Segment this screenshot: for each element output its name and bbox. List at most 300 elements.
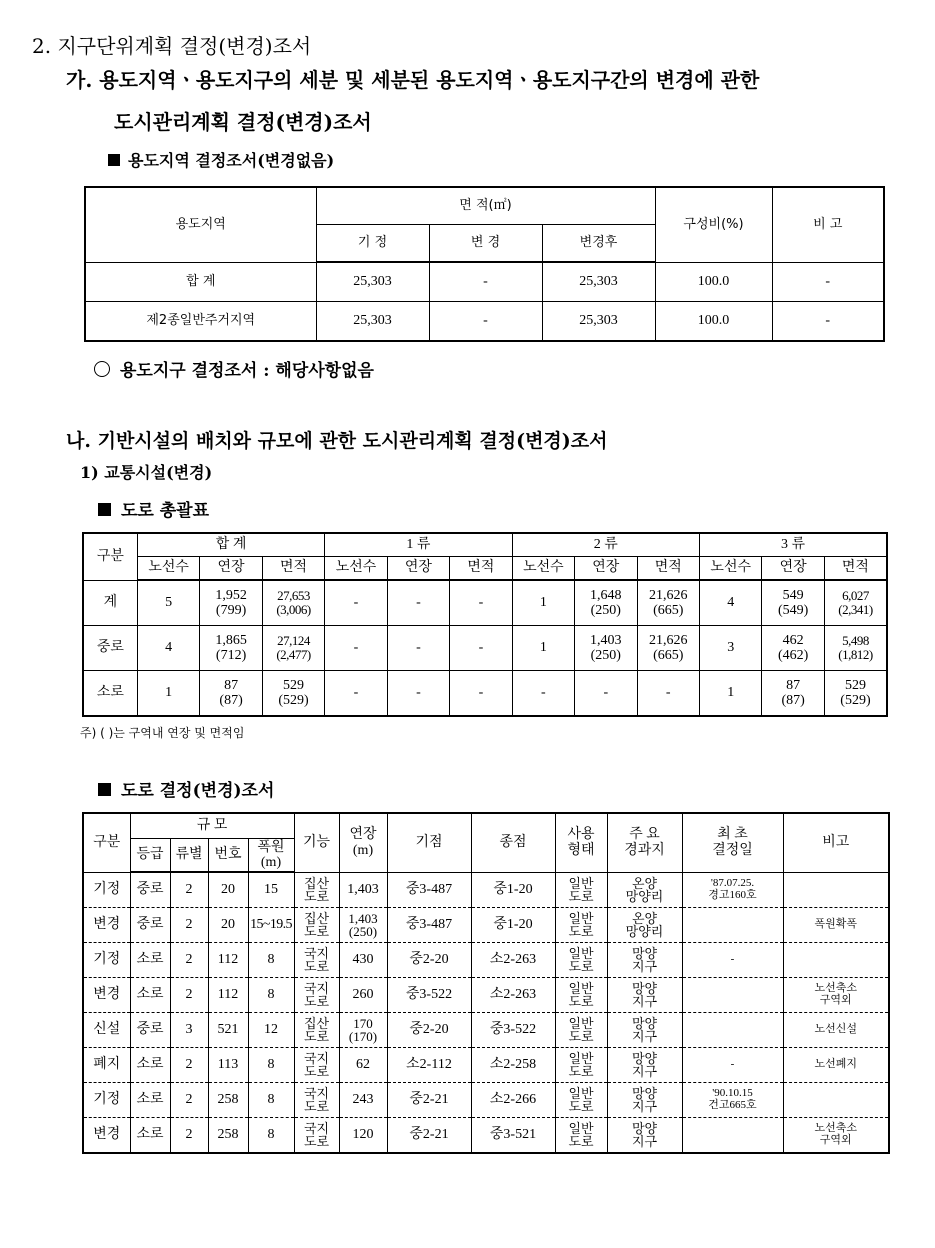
table-cell (512, 671, 574, 717)
cell-line: 4 (727, 595, 735, 611)
cell-line: - (478, 640, 484, 656)
cell-line: 국지 (303, 981, 330, 996)
table-cell (575, 626, 637, 671)
cell-division: 기정 (83, 943, 130, 978)
road-summary-heading (98, 496, 209, 521)
cell-length (339, 943, 387, 978)
cell-line: 4 (165, 640, 173, 656)
cell-line: 27,124 (277, 632, 310, 648)
table-cell (137, 671, 199, 717)
cell-line: 지구 (631, 1029, 658, 1044)
cell-start: 소2-112 (387, 1048, 471, 1083)
subsection-1: 1) 교통시설(변경) (80, 463, 213, 482)
cell-line: 노선축소 (814, 982, 857, 995)
cell-line: 국지 (303, 1086, 330, 1101)
cell-line: 1,952 (215, 587, 247, 603)
cell-line: 243 (352, 1092, 374, 1108)
table-cell: 제2종일반주거지역 (85, 302, 316, 342)
cell-function (294, 1048, 339, 1083)
header-usage (555, 813, 607, 872)
cell-number: 112 (208, 943, 248, 978)
row-label: 소로 (83, 671, 137, 717)
cell-division: 기정 (83, 872, 130, 908)
cell-end: 중1-20 (471, 908, 555, 943)
cell-width: 15~19.5 (248, 908, 294, 943)
table-cell (699, 671, 761, 717)
cell-line: - (603, 685, 609, 701)
cell-line: 5,498 (842, 632, 869, 648)
cell-line: 일반 (568, 1016, 594, 1031)
cell-line: (170) (348, 1029, 378, 1044)
subsection-ga-line1: 가. 용도지역ㆍ용도지구의 세분 및 세분된 용도지역ㆍ용도지구간의 변경에 관한 (66, 68, 760, 92)
header-length-unit: (m) (352, 842, 374, 858)
cell-number: 258 (208, 1118, 248, 1154)
cell-division: 변경 (83, 978, 130, 1013)
cell-line: 도로 (303, 924, 330, 939)
cell-remark (783, 908, 889, 943)
cell-line: 도로 (568, 959, 594, 974)
cell-line: 도로 (568, 888, 594, 904)
table-cell (512, 580, 574, 626)
cell-via (607, 1118, 682, 1154)
cell-line: (87) (781, 693, 805, 708)
cell-number: 521 (208, 1013, 248, 1048)
cell-class: 2 (170, 978, 208, 1013)
cell-division: 신설 (83, 1013, 130, 1048)
cell-length (339, 1083, 387, 1118)
cell-line: 도로 (303, 959, 330, 974)
cell-line: (712) (215, 648, 247, 663)
cell-first-date (682, 943, 783, 978)
table-cell (450, 580, 512, 626)
cell-line: 망양 (631, 1086, 658, 1101)
table-row (83, 978, 889, 1013)
cell-start: 중2-20 (387, 1013, 471, 1048)
cell-division: 기정 (83, 1083, 130, 1118)
cell-via (607, 943, 682, 978)
cell-usage (555, 1013, 607, 1048)
cell-line: 27,653 (277, 587, 310, 603)
cell-line: 도로 (303, 1064, 330, 1079)
cell-first-date (682, 908, 783, 943)
cell-line: (799) (215, 603, 247, 618)
cell-line: 260 (352, 987, 374, 1003)
cell-usage (555, 1083, 607, 1118)
cell-line: 국지 (303, 1121, 330, 1136)
cell-length (339, 1118, 387, 1154)
cell-line: 62 (356, 1057, 370, 1073)
cell-via (607, 872, 682, 908)
header-date-line2: 결정일 (712, 842, 753, 858)
cell-start: 중2-20 (387, 943, 471, 978)
table-row (83, 908, 889, 943)
header-area: 면적 (262, 557, 324, 581)
cell-start: 중2-21 (387, 1083, 471, 1118)
table-cell (762, 626, 824, 671)
cell-grade: 소로 (130, 978, 170, 1013)
cell-class: 2 (170, 1048, 208, 1083)
cell-line: 21,626 (649, 587, 688, 603)
cell-line: 집산 (303, 875, 330, 891)
table-cell (637, 671, 699, 717)
cell-line: 도로 (303, 1029, 330, 1044)
cell-end: 소2-266 (471, 1083, 555, 1118)
table-cell: - (772, 262, 884, 302)
header-length: 연장 (575, 557, 637, 581)
table-cell (262, 671, 324, 717)
cell-line: '90.10.15 (712, 1087, 753, 1100)
cell-line: 구역외 (819, 994, 852, 1006)
table-cell (450, 626, 512, 671)
cell-line: 529 (283, 677, 305, 693)
cell-width: 8 (248, 1118, 294, 1154)
cell-line: 노선폐지 (814, 1058, 857, 1071)
header-class3: 3 류 (699, 533, 887, 557)
road-summary-title: 도로 총괄표 (121, 501, 210, 521)
cell-grade: 중로 (130, 872, 170, 908)
cell-line: 국지 (303, 1051, 330, 1066)
cell-grade: 소로 (130, 1048, 170, 1083)
cell-end: 중1-20 (471, 872, 555, 908)
square-bullet-icon (108, 154, 120, 166)
cell-line: - (730, 953, 735, 966)
cell-usage (555, 872, 607, 908)
cell-width: 15 (248, 872, 294, 908)
table-cell (699, 580, 761, 626)
cell-line: 1,648 (590, 587, 622, 603)
cell-remark (783, 978, 889, 1013)
cell-end: 중3-522 (471, 1013, 555, 1048)
header-first-date (682, 813, 783, 872)
table-row (83, 1048, 889, 1083)
cell-class: 2 (170, 1083, 208, 1118)
header-change: 변 경 (429, 225, 542, 263)
cell-function (294, 943, 339, 978)
table-cell (824, 671, 887, 717)
table-cell (387, 580, 449, 626)
cell-line: 망양 (631, 981, 658, 996)
cell-line: 도로 (568, 1029, 594, 1044)
cell-grade: 소로 (130, 1083, 170, 1118)
cell-line: 462 (782, 632, 804, 648)
cell-line: (1,812) (838, 647, 873, 662)
cell-line: 망양 (631, 1051, 658, 1066)
cell-grade: 소로 (130, 943, 170, 978)
header-function: 기능 (294, 813, 339, 872)
cell-line: 경고160호 (708, 888, 757, 901)
cell-line: (665) (653, 648, 684, 663)
table-cell: 25,303 (542, 262, 655, 302)
zone-table-heading (108, 148, 334, 171)
cell-division: 변경 (83, 908, 130, 943)
cell-class: 2 (170, 1118, 208, 1154)
table-cell: 합 계 (85, 262, 316, 302)
table-cell (387, 671, 449, 717)
cell-line: 지구 (631, 1099, 658, 1114)
header-remark: 비고 (783, 813, 889, 872)
header-usage-line1: 사용 (567, 827, 595, 843)
table-row (85, 262, 884, 302)
cell-line: 430 (352, 952, 374, 968)
cell-grade: 소로 (130, 1118, 170, 1154)
header-area: 면적 (637, 557, 699, 581)
cell-line: 1 (727, 685, 735, 701)
table-cell (325, 580, 387, 626)
zone-decision-table (84, 186, 885, 342)
cell-line: 1,865 (215, 632, 247, 648)
cell-length (339, 1013, 387, 1048)
table-cell (824, 626, 887, 671)
header-area: 면 적(㎡) (316, 187, 655, 225)
table-cell: 25,303 (316, 262, 429, 302)
table-row (83, 671, 887, 717)
header-division: 구분 (83, 813, 130, 872)
cell-class: 2 (170, 908, 208, 943)
cell-line: (665) (653, 603, 684, 618)
table-cell: - (772, 302, 884, 342)
cell-line: 일반 (568, 981, 594, 996)
table-row (85, 302, 884, 342)
cell-length (339, 978, 387, 1013)
cell-line: - (478, 685, 484, 701)
subsection-na: 나. 기반시설의 배치와 규모에 관한 도시관리계획 결정(변경)조서 (66, 430, 608, 452)
cell-via (607, 1083, 682, 1118)
cell-length (339, 908, 387, 943)
cell-line: 망양 (631, 1121, 658, 1136)
cell-line: - (353, 685, 359, 701)
cell-line: - (353, 640, 359, 656)
road-summary-note: 주) ( )는 구역내 연장 및 면적임 (80, 726, 245, 740)
cell-width: 8 (248, 943, 294, 978)
cell-line: '87.07.25. (710, 877, 755, 890)
table-cell (637, 626, 699, 671)
cell-first-date (682, 872, 783, 908)
cell-line: 지구 (631, 959, 658, 974)
cell-line: (250) (590, 603, 621, 618)
cell-remark (783, 1083, 889, 1118)
cell-line: 일반 (568, 911, 594, 926)
cell-width: 8 (248, 978, 294, 1013)
table-cell (137, 626, 199, 671)
cell-line: 도로 (568, 1099, 594, 1114)
subsection-ga-line2: 도시관리계획 결정(변경)조서 (114, 110, 372, 134)
cell-line: 일반 (568, 1051, 594, 1066)
cell-first-date (682, 1013, 783, 1048)
table-cell: 25,303 (316, 302, 429, 342)
header-length-line: 연장 (349, 827, 377, 843)
table-cell (575, 580, 637, 626)
table-row (83, 580, 887, 626)
cell-line: 온양 (631, 911, 658, 926)
cell-line: - (541, 685, 546, 701)
table-cell (450, 671, 512, 717)
table-cell (200, 671, 262, 717)
table-cell (200, 626, 262, 671)
header-start: 기점 (387, 813, 471, 872)
cell-function (294, 1118, 339, 1154)
table-row (83, 1118, 889, 1154)
header-count: 노선수 (137, 557, 199, 581)
header-length: 연장 (387, 557, 449, 581)
table-cell: 100.0 (655, 262, 772, 302)
header-scale: 규 모 (130, 813, 294, 839)
cell-line: - (416, 685, 421, 701)
cell-line: 도로 (568, 1134, 594, 1149)
header-remark: 비 고 (772, 187, 884, 262)
cell-line: - (353, 595, 359, 611)
table-cell (762, 671, 824, 717)
cell-start: 중3-487 (387, 908, 471, 943)
cell-grade: 중로 (130, 1013, 170, 1048)
cell-function (294, 908, 339, 943)
cell-line: - (730, 1058, 735, 1071)
cell-grade: 중로 (130, 908, 170, 943)
cell-line: 1,403 (348, 911, 378, 926)
cell-line: 87 (224, 677, 239, 693)
cell-line: 집산 (303, 1016, 330, 1031)
cell-line: - (478, 595, 484, 611)
cell-usage (555, 978, 607, 1013)
table-cell: 100.0 (655, 302, 772, 342)
cell-remark (783, 1013, 889, 1048)
header-count: 노선수 (325, 557, 387, 581)
cell-line: 6,027 (842, 587, 869, 603)
cell-line: 529 (844, 677, 866, 693)
cell-function (294, 978, 339, 1013)
header-total: 합 계 (137, 533, 324, 557)
header-count: 노선수 (512, 557, 574, 581)
cell-line: 21,626 (649, 632, 688, 648)
cell-line: 노선신설 (814, 1023, 857, 1036)
cell-line: 국지 (303, 946, 330, 961)
cell-width: 8 (248, 1083, 294, 1118)
cell-via (607, 908, 682, 943)
cell-remark (783, 1118, 889, 1154)
cell-width: 8 (248, 1048, 294, 1083)
header-date-line1: 최 초 (717, 827, 748, 843)
table-row (83, 872, 889, 908)
table-cell (637, 580, 699, 626)
cell-line: (2,341) (838, 602, 873, 617)
cell-line: 5 (165, 595, 173, 611)
table-cell (325, 626, 387, 671)
table-row (83, 1083, 889, 1118)
cell-end: 소2-263 (471, 978, 555, 1013)
cell-via (607, 1013, 682, 1048)
cell-line: 일반 (568, 1121, 594, 1136)
cell-number: 20 (208, 872, 248, 908)
cell-line: 지구 (631, 1064, 658, 1079)
cell-line: 87 (786, 677, 801, 693)
cell-width: 12 (248, 1013, 294, 1048)
square-bullet-icon (98, 783, 111, 796)
header-width (248, 839, 294, 873)
cell-line: 지구 (631, 1134, 658, 1149)
cell-class: 2 (170, 943, 208, 978)
cell-class: 3 (170, 1013, 208, 1048)
cell-line: 일반 (568, 1086, 594, 1101)
road-summary-table (82, 532, 888, 717)
cell-via (607, 978, 682, 1013)
header-via-line2: 경과지 (624, 842, 665, 858)
header-class: 류별 (170, 839, 208, 873)
cell-line: (250) (348, 924, 378, 939)
cell-line: 170 (353, 1016, 373, 1031)
cell-line: (549) (778, 603, 809, 618)
cell-line: 1,403 (590, 632, 622, 648)
table-cell (762, 580, 824, 626)
table-cell (512, 626, 574, 671)
cell-function (294, 1083, 339, 1118)
cell-length (339, 1048, 387, 1083)
table-row (83, 943, 889, 978)
cell-line: 1,403 (347, 882, 379, 898)
cell-usage (555, 1048, 607, 1083)
table-cell (262, 580, 324, 626)
cell-line: 도로 (303, 994, 330, 1009)
cell-line: 1 (165, 685, 173, 701)
header-ratio: 구성비(%) (655, 187, 772, 262)
cell-line: 1 (539, 640, 547, 656)
road-decision-title: 도로 결정(변경)조서 (121, 781, 275, 801)
cell-line: - (416, 640, 421, 656)
cell-line: (3,006) (276, 602, 311, 617)
table-cell (387, 626, 449, 671)
cell-line: (250) (590, 648, 621, 663)
cell-number: 112 (208, 978, 248, 1013)
cell-usage (555, 908, 607, 943)
cell-usage (555, 943, 607, 978)
table-cell: - (429, 302, 542, 342)
header-number: 번호 (208, 839, 248, 873)
cell-class: 2 (170, 872, 208, 908)
cell-line: 폭원확폭 (814, 918, 857, 931)
cell-line: 집산 (303, 911, 330, 926)
header-existing: 기 정 (316, 225, 429, 263)
road-decision-heading (98, 776, 274, 801)
cell-first-date (682, 978, 783, 1013)
table-cell (699, 626, 761, 671)
table-row (83, 626, 887, 671)
cell-line: 도로 (568, 994, 594, 1009)
cell-line: 도로 (303, 1099, 330, 1114)
zone-table-title: 용도지역 결정조서(변경없음) (128, 151, 335, 170)
header-usage-line2: 형태 (567, 842, 595, 858)
header-grade: 등급 (130, 839, 170, 873)
district-note (94, 356, 374, 381)
cell-length (339, 872, 387, 908)
header-length: 연장 (200, 557, 262, 581)
header-length (339, 813, 387, 872)
header-width-unit: (m) (260, 855, 282, 870)
cell-number: 20 (208, 908, 248, 943)
cell-line: 지구 (631, 994, 658, 1009)
header-after: 변경후 (542, 225, 655, 263)
cell-line: (2,477) (276, 647, 311, 662)
cell-line: 549 (782, 587, 804, 603)
cell-remark (783, 1048, 889, 1083)
section-title: 2. 지구단위계획 결정(변경)조서 (32, 34, 312, 58)
cell-line: 망양 (631, 1016, 658, 1031)
cell-line: 망양 (631, 946, 658, 961)
table-cell (575, 671, 637, 717)
cell-usage (555, 1118, 607, 1154)
cell-line: 120 (352, 1127, 374, 1143)
table-cell: 25,303 (542, 302, 655, 342)
table-cell (137, 580, 199, 626)
header-zone: 용도지역 (85, 187, 316, 262)
cell-number: 113 (208, 1048, 248, 1083)
